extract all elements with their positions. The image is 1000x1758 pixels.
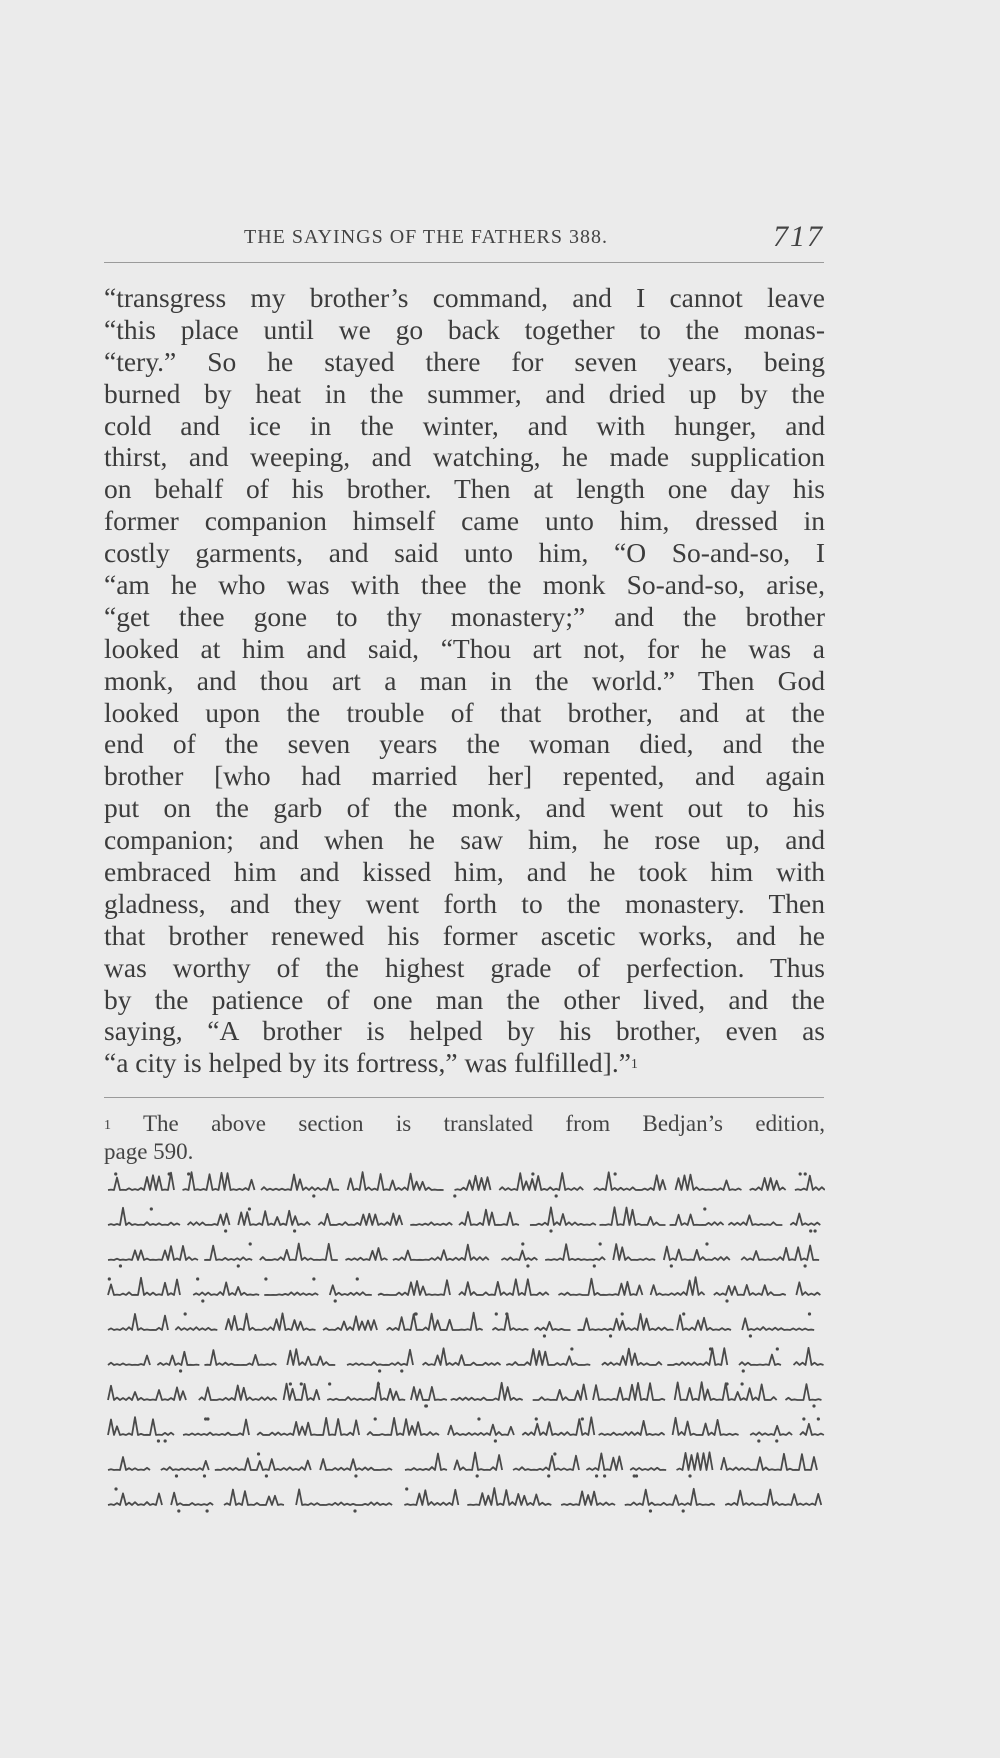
text-line: put on the garb of the monk, and went out to his: [104, 792, 825, 824]
text-line: burned by heat in the summer, and dried up by the: [104, 377, 825, 409]
text-line: “this place until we go back together to the monas-: [104, 313, 825, 345]
text-line: was worthy of the highest grade of perfection. Thus: [104, 951, 825, 983]
text-line: cold and ice in the winter, and with hunger, and: [104, 409, 825, 441]
footnote-text-1: The above section is translated from Bedjan’s edition,: [142, 1111, 825, 1136]
text-line: former companion himself came unto him, dressed in: [104, 505, 825, 537]
text-line: end of the seven years the woman died, and the: [104, 728, 825, 760]
page-number: 717: [773, 220, 824, 253]
running-title: THE SAYINGS OF THE FATHERS 388.: [244, 226, 609, 248]
syriac-line: [104, 1168, 825, 1203]
footnote-rule: [104, 1097, 824, 1098]
text-line: “transgress my brother’s command, and I cannot leave: [104, 282, 825, 313]
syriac-line: [104, 1413, 825, 1448]
text-line: monk, and thou art a man in the world.” Then God: [104, 664, 825, 696]
footnote-line: [104, 1138, 825, 1166]
syriac-line: [104, 1308, 825, 1343]
footnote-reference: 1: [630, 1057, 638, 1073]
text-line: saying, “A brother is helped by his brother, even as: [104, 1015, 825, 1047]
syriac-line: [104, 1483, 825, 1518]
syriac-line: [104, 1273, 825, 1308]
text-line: by the patience of one man the other lived, and the: [104, 983, 825, 1015]
syriac-line: [104, 1238, 825, 1273]
footnote-text-2: page 590.: [104, 1139, 194, 1164]
text-line: “a city is helped by its fortress,” was fulfilled].”$^1$: [104, 1047, 638, 1079]
text-line: “tery.” So he stayed there for seven years, being: [104, 345, 825, 377]
header-rule: [104, 262, 824, 263]
text-line: embraced him and kissed him, and he took him with: [104, 856, 825, 888]
syriac-line: [104, 1448, 825, 1483]
syriac-text-block: [104, 1168, 825, 1518]
footnote-marker: 1: [104, 1118, 111, 1133]
text-line: on behalf of his brother. Then at length one day his: [104, 473, 825, 505]
main-text: [104, 282, 825, 1079]
text-line: companion; and when he saw him, he rose up, and: [104, 824, 825, 856]
running-head: [104, 220, 824, 266]
footnote: [104, 1110, 825, 1166]
text-line: costly garments, and said unto him, “O So-and-so, I: [104, 537, 825, 569]
text-line: “am he who was with thee the monk So-and-so, arise,: [104, 569, 825, 601]
text-line: gladness, and they went forth to the monastery. Then: [104, 887, 825, 919]
syriac-line: [104, 1203, 825, 1238]
text-line: brother [who had married her] repented, and again: [104, 760, 825, 792]
text-line: thirst, and weeping, and watching, he made supplication: [104, 441, 825, 473]
footnote-line: [104, 1110, 825, 1138]
text-line: “get thee gone to thy monastery;” and the brother: [104, 600, 825, 632]
syriac-line: [104, 1343, 825, 1378]
text-line: that brother renewed his former ascetic works, and he: [104, 919, 825, 951]
text-line: looked upon the trouble of that brother, and at the: [104, 696, 825, 728]
syriac-line: [104, 1378, 825, 1413]
text-line: looked at him and said, “Thou art not, for he was a: [104, 632, 825, 664]
